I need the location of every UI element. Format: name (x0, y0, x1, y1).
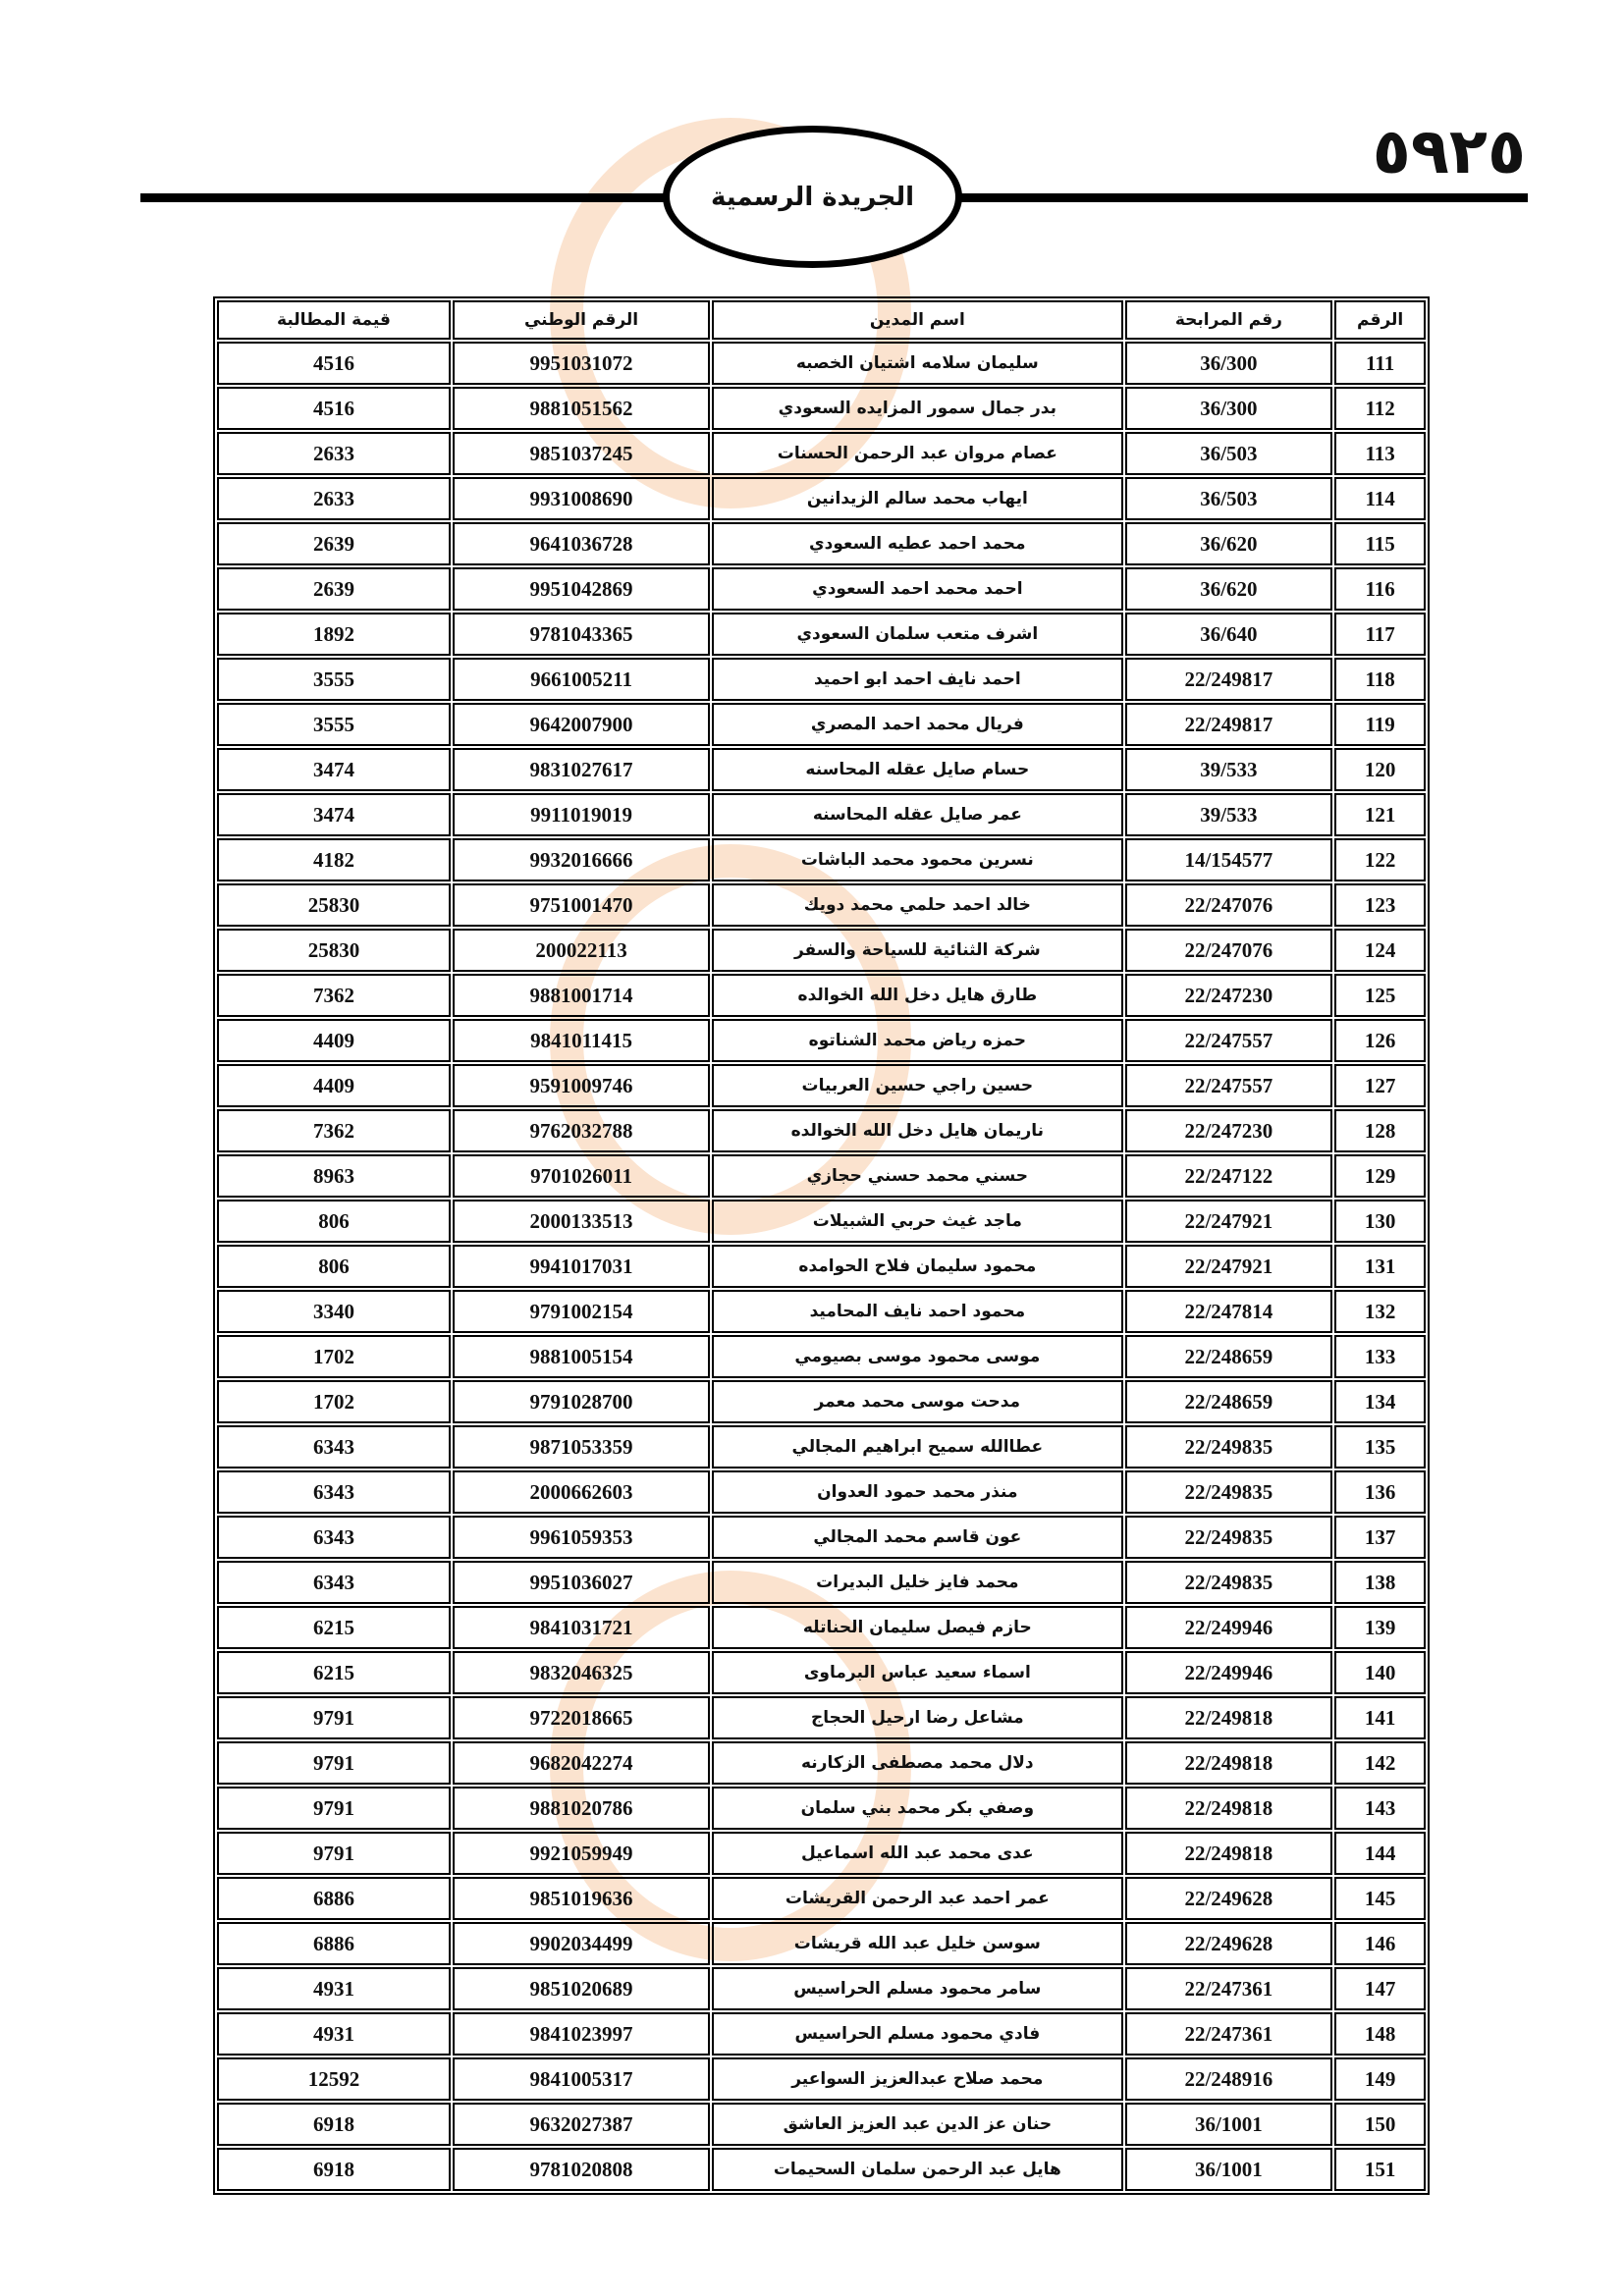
row-number: 127 (1334, 1064, 1426, 1107)
debtor-name: حسين راجي حسين العربيات (712, 1064, 1122, 1107)
debtor-name: دلال محمد مصطفى الزكارنه (712, 1741, 1122, 1785)
table-row (217, 567, 1426, 611)
debtor-name: منذر محمد حمود العدوان (712, 1470, 1122, 1514)
page-number: ٥٩٢٥ (1372, 116, 1526, 188)
debtor-name: حنان عز الدين عبد العزيز العاشق (712, 2103, 1122, 2146)
national-id: 9632027387 (453, 2103, 710, 2146)
national-id: 9851037245 (453, 432, 710, 475)
row-number: 133 (1334, 1335, 1426, 1378)
row-number: 122 (1334, 838, 1426, 881)
murabaha-number: 36/503 (1125, 432, 1333, 475)
table-row (217, 748, 1426, 791)
claim-amount: 4516 (217, 387, 451, 430)
national-id: 9881020786 (453, 1787, 710, 1830)
national-id: 9881005154 (453, 1335, 710, 1378)
claim-amount: 806 (217, 1245, 451, 1288)
national-id: 9951031072 (453, 342, 710, 385)
debtor-name: طارق هايل دخل الله الخوالده (712, 974, 1122, 1017)
debtor-name: مشاعل رضا ارحيل الحجاج (712, 1696, 1122, 1739)
national-id: 9641036728 (453, 522, 710, 565)
murabaha-number: 22/247557 (1125, 1019, 1333, 1062)
col-header-claim-amount: قيمة المطالبة (217, 300, 451, 340)
claim-amount: 2639 (217, 567, 451, 611)
debtor-name: سامر محمود مسلم الحراسيس (712, 1967, 1122, 2010)
row-number: 141 (1334, 1696, 1426, 1739)
claim-amount: 806 (217, 1200, 451, 1243)
table-row (217, 838, 1426, 881)
national-id: 9921059949 (453, 1832, 710, 1875)
murabaha-number: 36/1001 (1125, 2103, 1333, 2146)
murabaha-number: 22/249628 (1125, 1922, 1333, 1965)
national-id: 9661005211 (453, 658, 710, 701)
claim-amount: 6215 (217, 1651, 451, 1694)
debtor-name: فادي محمود مسلم الحراسيس (712, 2012, 1122, 2056)
national-id: 9911019019 (453, 793, 710, 836)
claim-amount: 6918 (217, 2148, 451, 2191)
claim-amount: 1702 (217, 1380, 451, 1423)
murabaha-number: 39/533 (1125, 793, 1333, 836)
national-id: 9841011415 (453, 1019, 710, 1062)
row-number: 136 (1334, 1470, 1426, 1514)
national-id: 9722018665 (453, 1696, 710, 1739)
debtor-name: خالد احمد حلمي محمد دويك (712, 883, 1122, 927)
debtor-name: هايل عبد الرحمن سلمان السحيمات (712, 2148, 1122, 2191)
table-row (217, 1380, 1426, 1423)
murabaha-number: 22/249835 (1125, 1516, 1333, 1559)
table-row (217, 1561, 1426, 1604)
claim-amount: 6343 (217, 1425, 451, 1468)
table-header-row (217, 300, 1426, 340)
murabaha-number: 14/154577 (1125, 838, 1333, 881)
row-number: 149 (1334, 2057, 1426, 2101)
row-number: 134 (1334, 1380, 1426, 1423)
murabaha-number: 22/249946 (1125, 1606, 1333, 1649)
debtor-name: عطاالله سميح ابراهيم المجالي (712, 1425, 1122, 1468)
claim-amount: 25830 (217, 929, 451, 972)
murabaha-number: 22/247921 (1125, 1245, 1333, 1288)
table-row (217, 1200, 1426, 1243)
claim-amount: 6343 (217, 1470, 451, 1514)
col-header-number: الرقم (1334, 300, 1426, 340)
murabaha-number: 22/249818 (1125, 1832, 1333, 1875)
national-id: 9642007900 (453, 703, 710, 746)
table-row (217, 1290, 1426, 1333)
table-row (217, 1245, 1426, 1288)
row-number: 150 (1334, 2103, 1426, 2146)
national-id: 9881001714 (453, 974, 710, 1017)
debtor-name: حسام صايل عقله المحاسنه (712, 748, 1122, 791)
row-number: 123 (1334, 883, 1426, 927)
debtor-name: عدى محمد عبد الله اسماعيل (712, 1832, 1122, 1875)
row-number: 137 (1334, 1516, 1426, 1559)
murabaha-number: 36/300 (1125, 342, 1333, 385)
debtor-name: ناريمان هايل دخل الله الخوالده (712, 1109, 1122, 1152)
debtor-name: نسرين محمود محمد الباشات (712, 838, 1122, 881)
table-row (217, 1922, 1426, 1965)
row-number: 115 (1334, 522, 1426, 565)
table-row (217, 1470, 1426, 1514)
row-number: 117 (1334, 613, 1426, 656)
claim-amount: 6886 (217, 1877, 451, 1920)
national-id: 9851019636 (453, 1877, 710, 1920)
murabaha-number: 22/248659 (1125, 1380, 1333, 1423)
debtor-name: محمد صلاح عبدالعزيز السواعير (712, 2057, 1122, 2101)
table-row (217, 1064, 1426, 1107)
murabaha-number: 36/300 (1125, 387, 1333, 430)
national-id: 9781043365 (453, 613, 710, 656)
table-row (217, 974, 1426, 1017)
murabaha-number: 22/247557 (1125, 1064, 1333, 1107)
murabaha-number: 22/247814 (1125, 1290, 1333, 1333)
row-number: 129 (1334, 1154, 1426, 1198)
row-number: 125 (1334, 974, 1426, 1017)
debtors-table (213, 296, 1430, 2195)
debtor-name: فريال محمد احمد المصري (712, 703, 1122, 746)
murabaha-number: 36/1001 (1125, 2148, 1333, 2191)
debtor-name: حمزه رياض محمد الشناتوه (712, 1019, 1122, 1062)
debtor-name: عمر احمد عبد الرحمن القريشات (712, 1877, 1122, 1920)
row-number: 131 (1334, 1245, 1426, 1288)
murabaha-number: 22/249817 (1125, 658, 1333, 701)
national-id: 9931008690 (453, 477, 710, 520)
claim-amount: 3555 (217, 703, 451, 746)
debtor-name: شركة الثنائية للسياحة والسفر (712, 929, 1122, 972)
row-number: 146 (1334, 1922, 1426, 1965)
murabaha-number: 22/249818 (1125, 1787, 1333, 1830)
murabaha-number: 22/249835 (1125, 1561, 1333, 1604)
claim-amount: 6215 (217, 1606, 451, 1649)
murabaha-number: 22/249628 (1125, 1877, 1333, 1920)
claim-amount: 4931 (217, 1967, 451, 2010)
murabaha-number: 22/247230 (1125, 974, 1333, 1017)
row-number: 142 (1334, 1741, 1426, 1785)
row-number: 139 (1334, 1606, 1426, 1649)
claim-amount: 9791 (217, 1741, 451, 1785)
table-row (217, 929, 1426, 972)
row-number: 147 (1334, 1967, 1426, 2010)
murabaha-number: 22/249946 (1125, 1651, 1333, 1694)
debtor-name: مدحت موسى محمد معمر (712, 1380, 1122, 1423)
table-row (217, 342, 1426, 385)
table-row (217, 1877, 1426, 1920)
murabaha-number: 36/620 (1125, 522, 1333, 565)
table-row (217, 1967, 1426, 2010)
murabaha-number: 22/249818 (1125, 1741, 1333, 1785)
table-row (217, 1787, 1426, 1830)
table-row (217, 1696, 1426, 1739)
row-number: 126 (1334, 1019, 1426, 1062)
national-id: 9701026011 (453, 1154, 710, 1198)
national-id: 9881051562 (453, 387, 710, 430)
claim-amount: 4931 (217, 2012, 451, 2056)
debtor-name: وصفي بكر محمد بني سلمان (712, 1787, 1122, 1830)
table-row (217, 1019, 1426, 1062)
debtor-name: عون قاسم محمد المجالي (712, 1516, 1122, 1559)
row-number: 145 (1334, 1877, 1426, 1920)
table-row (217, 658, 1426, 701)
national-id: 9791028700 (453, 1380, 710, 1423)
murabaha-number: 22/247076 (1125, 883, 1333, 927)
national-id: 9961059353 (453, 1516, 710, 1559)
murabaha-number: 22/247230 (1125, 1109, 1333, 1152)
national-id: 9762032788 (453, 1109, 710, 1152)
claim-amount: 1702 (217, 1335, 451, 1378)
table-row (217, 2012, 1426, 2056)
national-id: 200022113 (453, 929, 710, 972)
national-id: 9841005317 (453, 2057, 710, 2101)
row-number: 140 (1334, 1651, 1426, 1694)
murabaha-number: 22/247361 (1125, 2012, 1333, 2056)
national-id: 9751001470 (453, 883, 710, 927)
claim-amount: 7362 (217, 1109, 451, 1152)
table-row (217, 1154, 1426, 1198)
table-row (217, 1651, 1426, 1694)
national-id: 9781020808 (453, 2148, 710, 2191)
table-row (217, 703, 1426, 746)
row-number: 143 (1334, 1787, 1426, 1830)
murabaha-number: 22/248659 (1125, 1335, 1333, 1378)
row-number: 148 (1334, 2012, 1426, 2056)
national-id: 9682042274 (453, 1741, 710, 1785)
murabaha-number: 22/249835 (1125, 1425, 1333, 1468)
murabaha-number: 36/503 (1125, 477, 1333, 520)
claim-amount: 4409 (217, 1019, 451, 1062)
debtor-name: ايهاب محمد سالم الزيدانين (712, 477, 1122, 520)
table-row (217, 1606, 1426, 1649)
murabaha-number: 22/248916 (1125, 2057, 1333, 2101)
murabaha-number: 39/533 (1125, 748, 1333, 791)
row-number: 132 (1334, 1290, 1426, 1333)
table-row (217, 2103, 1426, 2146)
debtor-name: عمر صايل عقله المحاسنه (712, 793, 1122, 836)
debtor-name: محمد احمد عطيه السعودي (712, 522, 1122, 565)
claim-amount: 7362 (217, 974, 451, 1017)
debtor-name: محمود احمد نايف المحاميد (712, 1290, 1122, 1333)
claim-amount: 6886 (217, 1922, 451, 1965)
row-number: 135 (1334, 1425, 1426, 1468)
table-row (217, 2057, 1426, 2101)
table-row (217, 793, 1426, 836)
national-id: 9941017031 (453, 1245, 710, 1288)
claim-amount: 3340 (217, 1290, 451, 1333)
row-number: 138 (1334, 1561, 1426, 1604)
debtor-name: عصام مروان عبد الرحمن الحسنات (712, 432, 1122, 475)
debtor-name: سليمان سلامه اشتيان الخصبه (712, 342, 1122, 385)
table-row (217, 1516, 1426, 1559)
debtor-name: احمد محمد احمد السعودي (712, 567, 1122, 611)
national-id: 9871053359 (453, 1425, 710, 1468)
national-id: 9932016666 (453, 838, 710, 881)
claim-amount: 12592 (217, 2057, 451, 2101)
debtor-name: احمد نايف احمد ابو احميد (712, 658, 1122, 701)
row-number: 120 (1334, 748, 1426, 791)
row-number: 128 (1334, 1109, 1426, 1152)
debtor-name: موسى محمود موسى بصيومي (712, 1335, 1122, 1378)
table-row (217, 1741, 1426, 1785)
row-number: 116 (1334, 567, 1426, 611)
claim-amount: 1892 (217, 613, 451, 656)
table-row (217, 1832, 1426, 1875)
claim-amount: 2639 (217, 522, 451, 565)
national-id: 2000662603 (453, 1470, 710, 1514)
murabaha-number: 22/247921 (1125, 1200, 1333, 1243)
debtor-name: بدر جمال سمور المزايده السعودي (712, 387, 1122, 430)
murabaha-number: 22/247076 (1125, 929, 1333, 972)
national-id: 9831027617 (453, 748, 710, 791)
gazette-emblem (663, 126, 962, 268)
gazette-title: الجريدة الرسمية (711, 182, 914, 212)
claim-amount: 9791 (217, 1832, 451, 1875)
national-id: 9841023997 (453, 2012, 710, 2056)
row-number: 113 (1334, 432, 1426, 475)
claim-amount: 3474 (217, 748, 451, 791)
claim-amount: 4182 (217, 838, 451, 881)
col-header-debtor-name: اسم المدين (712, 300, 1122, 340)
claim-amount: 6343 (217, 1516, 451, 1559)
national-id: 9591009746 (453, 1064, 710, 1107)
murabaha-number: 36/640 (1125, 613, 1333, 656)
debtor-name: محمود سليمان فلاح الحوامده (712, 1245, 1122, 1288)
national-id: 9791002154 (453, 1290, 710, 1333)
claim-amount: 4409 (217, 1064, 451, 1107)
row-number: 124 (1334, 929, 1426, 972)
table-row (217, 432, 1426, 475)
table-row (217, 1109, 1426, 1152)
national-id: 9951036027 (453, 1561, 710, 1604)
claim-amount: 4516 (217, 342, 451, 385)
debtor-name: حازم فيصل سليمان الحناتله (712, 1606, 1122, 1649)
table-row (217, 387, 1426, 430)
debtor-name: سوسن خليل عبد الله قريشات (712, 1922, 1122, 1965)
claim-amount: 9791 (217, 1696, 451, 1739)
national-id: 9951042869 (453, 567, 710, 611)
murabaha-number: 22/249817 (1125, 703, 1333, 746)
debtor-name: محمد فايز خليل البديرات (712, 1561, 1122, 1604)
table-row (217, 1335, 1426, 1378)
row-number: 112 (1334, 387, 1426, 430)
row-number: 111 (1334, 342, 1426, 385)
row-number: 144 (1334, 1832, 1426, 1875)
claim-amount: 6343 (217, 1561, 451, 1604)
claim-amount: 8963 (217, 1154, 451, 1198)
row-number: 130 (1334, 1200, 1426, 1243)
murabaha-number: 22/247122 (1125, 1154, 1333, 1198)
row-number: 114 (1334, 477, 1426, 520)
debtor-name: ماجد غيث حربي الشبيلات (712, 1200, 1122, 1243)
national-id: 9851020689 (453, 1967, 710, 2010)
table-row (217, 613, 1426, 656)
murabaha-number: 36/620 (1125, 567, 1333, 611)
debtor-name: اسماء سعيد عباس البرماوى (712, 1651, 1122, 1694)
table-row (217, 2148, 1426, 2191)
col-header-murabaha-number: رقم المرابحة (1125, 300, 1333, 340)
murabaha-number: 22/249835 (1125, 1470, 1333, 1514)
claim-amount: 6918 (217, 2103, 451, 2146)
debtor-name: اشرف متعب سلمان السعودي (712, 613, 1122, 656)
col-header-national-id: الرقم الوطني (453, 300, 710, 340)
murabaha-number: 22/249818 (1125, 1696, 1333, 1739)
table-row (217, 1425, 1426, 1468)
claim-amount: 3555 (217, 658, 451, 701)
row-number: 118 (1334, 658, 1426, 701)
debtor-name: حسني محمد حسني حجازي (712, 1154, 1122, 1198)
murabaha-number: 22/247361 (1125, 1967, 1333, 2010)
claim-amount: 2633 (217, 432, 451, 475)
claim-amount: 25830 (217, 883, 451, 927)
claim-amount: 3474 (217, 793, 451, 836)
table-row (217, 522, 1426, 565)
national-id: 2000133513 (453, 1200, 710, 1243)
national-id: 9841031721 (453, 1606, 710, 1649)
row-number: 121 (1334, 793, 1426, 836)
table-row (217, 883, 1426, 927)
table-row (217, 477, 1426, 520)
claim-amount: 2633 (217, 477, 451, 520)
table-body (217, 342, 1426, 2191)
national-id: 9902034499 (453, 1922, 710, 1965)
claim-amount: 9791 (217, 1787, 451, 1830)
row-number: 119 (1334, 703, 1426, 746)
row-number: 151 (1334, 2148, 1426, 2191)
national-id: 9832046325 (453, 1651, 710, 1694)
